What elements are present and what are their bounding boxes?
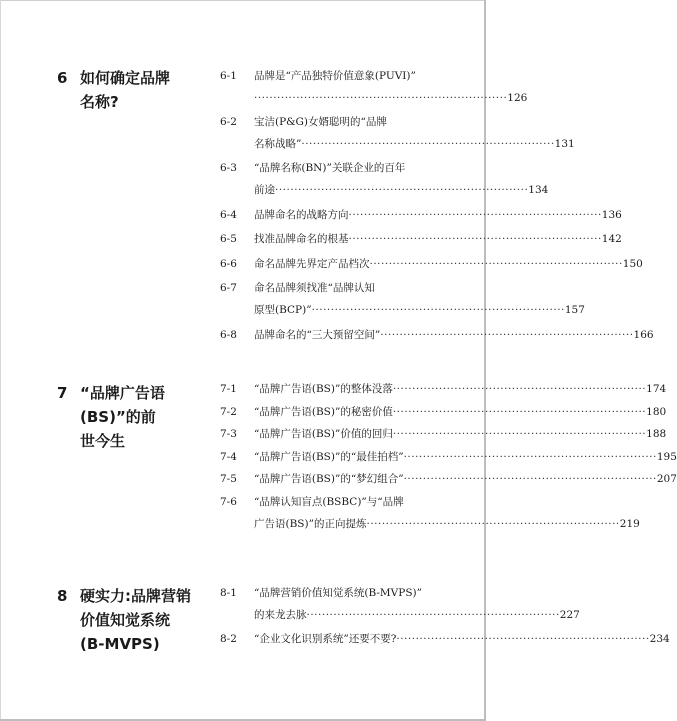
entry-page: 150 [622, 257, 643, 270]
entry-page: 234 [649, 633, 670, 646]
entry-page: 188 [646, 428, 667, 441]
entry-page: 136 [601, 208, 622, 221]
entry-number: 6-1 [220, 70, 237, 82]
entry-number: 8-2 [220, 633, 237, 646]
leader-dots: ·································································· [392, 405, 647, 418]
entry-number: 7-6 [220, 495, 237, 508]
toc-entry-8-1[interactable] [220, 583, 580, 626]
entry-title-cont: 广告语(BS)”的正向提炼 [254, 517, 367, 530]
chapter-title: 如何确定品牌名称? [80, 69, 171, 111]
entry-title-cont: 的来龙去脉 [254, 608, 307, 621]
entry-title: 命名品牌须找准“品牌认知 [254, 282, 375, 295]
entry-number: 8-1 [220, 587, 237, 599]
entry-number: 6-4 [220, 208, 237, 221]
entry-title: “品牌认知盲点(BSBC)”与“品牌 [254, 495, 404, 508]
toc-entries [220, 379, 677, 535]
entry-title: “品牌广告语(BS)”价值的回归 [254, 428, 393, 441]
entry-title: “企业文化识别系统”还要不要? [254, 633, 397, 646]
entry-page: 157 [564, 303, 585, 316]
entry-title-cont: 前途 [254, 183, 275, 196]
entry-page: 126 [507, 91, 528, 104]
entry-title: 品牌命名的“三大预留空间” [254, 328, 381, 341]
entry-title: 找准品牌命名的根基 [254, 233, 349, 246]
leader-dots: ·································································· [403, 450, 657, 463]
leader-dots: ·································································· [380, 328, 634, 341]
chapter-number: 7 [57, 384, 68, 402]
chapter-title: 硬实力:品牌营销价值知觉系统(B-MVPS) [80, 587, 191, 653]
entry-title-cont: 原型(BCP)” [254, 303, 312, 316]
leader-dots: ·································································· [366, 517, 620, 530]
entry-title: “品牌广告语(BS)”的整体没落 [254, 383, 393, 395]
toc-entry-6-3[interactable] [220, 158, 549, 201]
entry-page: 131 [554, 137, 575, 150]
leader-dots: ·································································· [392, 383, 647, 395]
entry-page: 166 [633, 328, 654, 341]
entry-number: 7-4 [220, 450, 237, 463]
entry-number: 6-3 [220, 162, 237, 175]
toc-entry-6-4[interactable] [220, 205, 622, 227]
toc-entry-6-8[interactable] [220, 325, 654, 347]
chapter-number: 6 [57, 69, 68, 87]
leader-dots: ·································································· [301, 137, 555, 150]
leader-dots: ·································································· [306, 608, 560, 621]
page-border-top [0, 0, 486, 1]
entry-title: “品牌营销价值知觉系统(B-MVPS)” [254, 587, 422, 599]
leader-dots: ·································································· [348, 208, 602, 221]
leader-dots: ·································································· [392, 428, 647, 441]
entry-number: 7-3 [220, 428, 237, 441]
toc-entry-7-3[interactable] [220, 424, 667, 446]
leader-dots: ·································································· [311, 303, 565, 316]
entry-title: “品牌广告语(BS)”的“梦幻组合” [254, 473, 404, 486]
toc-entry-8-2[interactable] [220, 629, 670, 651]
entry-number: 7-5 [220, 473, 237, 486]
toc-entry-7-5[interactable] [220, 469, 677, 491]
entry-number: 7-1 [220, 383, 237, 395]
page-border-left [0, 0, 1, 721]
toc-entry-7-1[interactable] [220, 379, 667, 401]
entry-number: 6-7 [220, 282, 237, 295]
toc-entry-6-5[interactable] [220, 229, 622, 251]
leader-dots: ·································································· [348, 233, 602, 246]
toc-entry-6-7[interactable] [220, 278, 585, 321]
entry-page: 142 [601, 233, 622, 246]
entry-title: “品牌广告语(BS)”的秘密价值 [254, 405, 393, 418]
entry-title-cont: 名称战略” [254, 137, 302, 150]
entry-title: 命名品牌先界定产品档次 [254, 257, 370, 270]
entry-title: 品牌命名的战略方向 [254, 208, 349, 221]
toc-entry-6-1[interactable] [220, 66, 528, 109]
entry-number: 6-8 [220, 328, 237, 341]
entry-title: “品牌名称(BN)”关联企业的百年 [254, 162, 406, 175]
entry-page: 195 [656, 450, 677, 463]
toc-entries [220, 66, 654, 346]
leader-dots: ·································································· [254, 91, 508, 104]
entry-page: 207 [656, 473, 677, 486]
leader-dots: ·································································· [403, 473, 657, 486]
leader-dots: ·································································· [275, 183, 529, 196]
entry-title: 品牌是“产品独特价值意象(PUVI)” [254, 70, 416, 82]
leader-dots: ·································································· [369, 257, 623, 270]
leader-dots: ·································································· [396, 633, 650, 646]
entry-page: 227 [559, 608, 580, 621]
entry-number: 6-5 [220, 233, 237, 246]
toc-entry-6-2[interactable] [220, 112, 575, 155]
toc-entry-7-2[interactable] [220, 402, 667, 424]
toc-entries [220, 583, 670, 651]
toc-entry-6-6[interactable] [220, 254, 643, 276]
entry-page: 134 [528, 183, 549, 196]
entry-number: 6-6 [220, 257, 237, 270]
entry-title: 宝洁(P&G)女婿聪明的“品牌 [254, 116, 387, 129]
entry-number: 7-2 [220, 405, 237, 418]
chapter-title: “品牌广告语(BS)”的前世今生 [80, 384, 165, 450]
entry-number: 6-2 [220, 116, 237, 129]
toc-entry-7-4[interactable] [220, 447, 677, 469]
entry-title: “品牌广告语(BS)”的“最佳拍档” [254, 450, 404, 463]
entry-page: 180 [646, 405, 667, 418]
entry-page: 219 [619, 517, 640, 530]
entry-page: 174 [646, 383, 667, 395]
chapter-number: 8 [57, 587, 68, 605]
toc-entry-7-6[interactable] [220, 492, 640, 535]
